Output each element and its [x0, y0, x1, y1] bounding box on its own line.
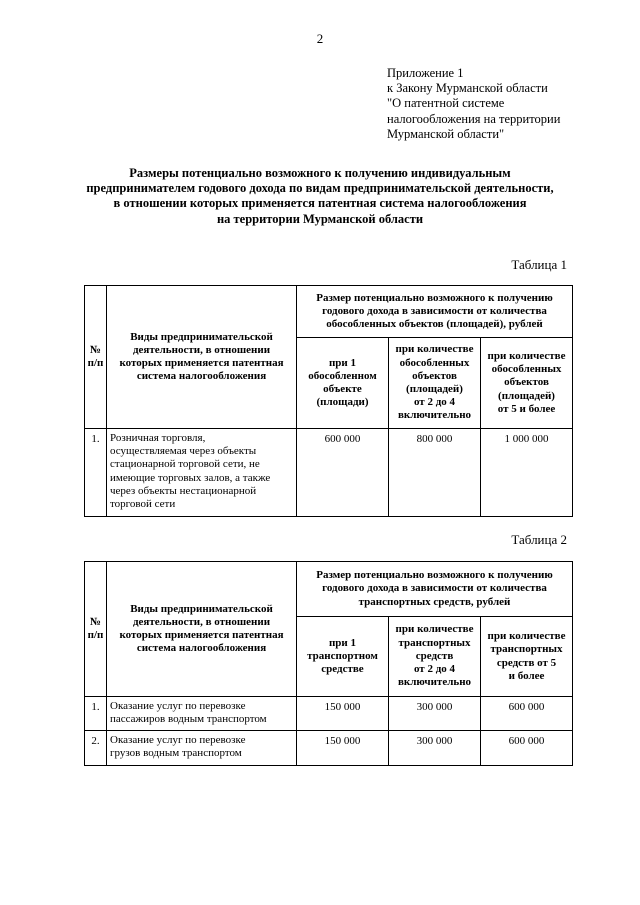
- income-value-2: 300 000: [389, 697, 481, 731]
- appendix-line: Мурманской области": [387, 126, 505, 141]
- title-line: в отношении которых применяется патентная система налогообложения: [113, 196, 527, 211]
- appendix-line: Приложение 1: [387, 66, 464, 80]
- table2-header-activity: Виды предпринимательской деятельности, в отношении которых применяется патентная система налогообложения: [107, 562, 297, 697]
- document-title: [60, 166, 580, 227]
- title-line: на территории Мурманской области: [216, 211, 424, 226]
- table-row: [85, 429, 573, 517]
- income-value-1: 150 000: [297, 697, 389, 731]
- income-value-1: 150 000: [297, 731, 389, 766]
- table1: [84, 285, 573, 517]
- table2-header-income-group: Размер потенциально возможного к получению годового дохода в зависимости от количества транспортных средств, рублей: [297, 562, 573, 617]
- income-value-2: 300 000: [389, 731, 481, 766]
- table-row: [85, 697, 573, 731]
- table2-header-col3: при количестве транспортных средств от 5 и более: [481, 617, 573, 697]
- table1-header-income-group: Размер потенциально возможного к получению годового дохода в зависимости от количества обособленных объектов (площадей), рублей: [297, 286, 573, 338]
- appendix-line: "О патентной системе: [387, 96, 505, 111]
- table1-header-activity: Виды предпринимательской деятельности, в отношении которых применяется патентная система налогообложения: [107, 286, 297, 429]
- table2-header-col1: при 1 транспортном средстве: [297, 617, 389, 697]
- title-line: Размеры потенциально возможного к получению индивидуальным: [129, 166, 511, 180]
- activity-description: Розничная торговля, осуществляемая через объекты стационарной торговой сети, не имеющие торговых залов, а также через объекты нестационарной торговой сети: [107, 429, 297, 517]
- appendix-line: налогообложения на территории: [387, 111, 561, 126]
- table1-header-col2: при количестве обособленных объектов (площадей) от 2 до 4 включительно: [389, 338, 481, 429]
- table2-label: Таблица 2: [511, 532, 567, 547]
- table-row: [85, 731, 573, 766]
- activity-description: Оказание услуг по перевозке пассажиров водным транспортом: [107, 697, 297, 731]
- page-number: 2: [316, 31, 324, 46]
- row-number: 1.: [85, 697, 107, 731]
- income-value-3: 1 000 000: [481, 429, 573, 517]
- row-number: 2.: [85, 731, 107, 766]
- table2-header-col2: при количестве транспортных средств от 2 до 4 включительно: [389, 617, 481, 697]
- table1-header-col3: при количестве обособленных объектов (площадей) от 5 и более: [481, 338, 573, 429]
- table1-header-col1: при 1 обособленном объекте (площади): [297, 338, 389, 429]
- income-value-1: 600 000: [297, 429, 389, 517]
- activity-description: Оказание услуг по перевозке грузов водным транспортом: [107, 731, 297, 766]
- income-value-3: 600 000: [481, 731, 573, 766]
- table1-label: Таблица 1: [511, 257, 567, 272]
- income-value-2: 800 000: [389, 429, 481, 517]
- title-line: предпринимателем годового дохода по видам предпринимательской деятельности,: [86, 181, 554, 196]
- table1-header-num: № п/п: [85, 286, 107, 429]
- table2-header-num: № п/п: [85, 562, 107, 697]
- appendix-reference: [387, 66, 560, 142]
- row-number: 1.: [85, 429, 107, 517]
- appendix-line: к Закону Мурманской области: [387, 81, 548, 96]
- income-value-3: 600 000: [481, 697, 573, 731]
- table2: [84, 561, 573, 766]
